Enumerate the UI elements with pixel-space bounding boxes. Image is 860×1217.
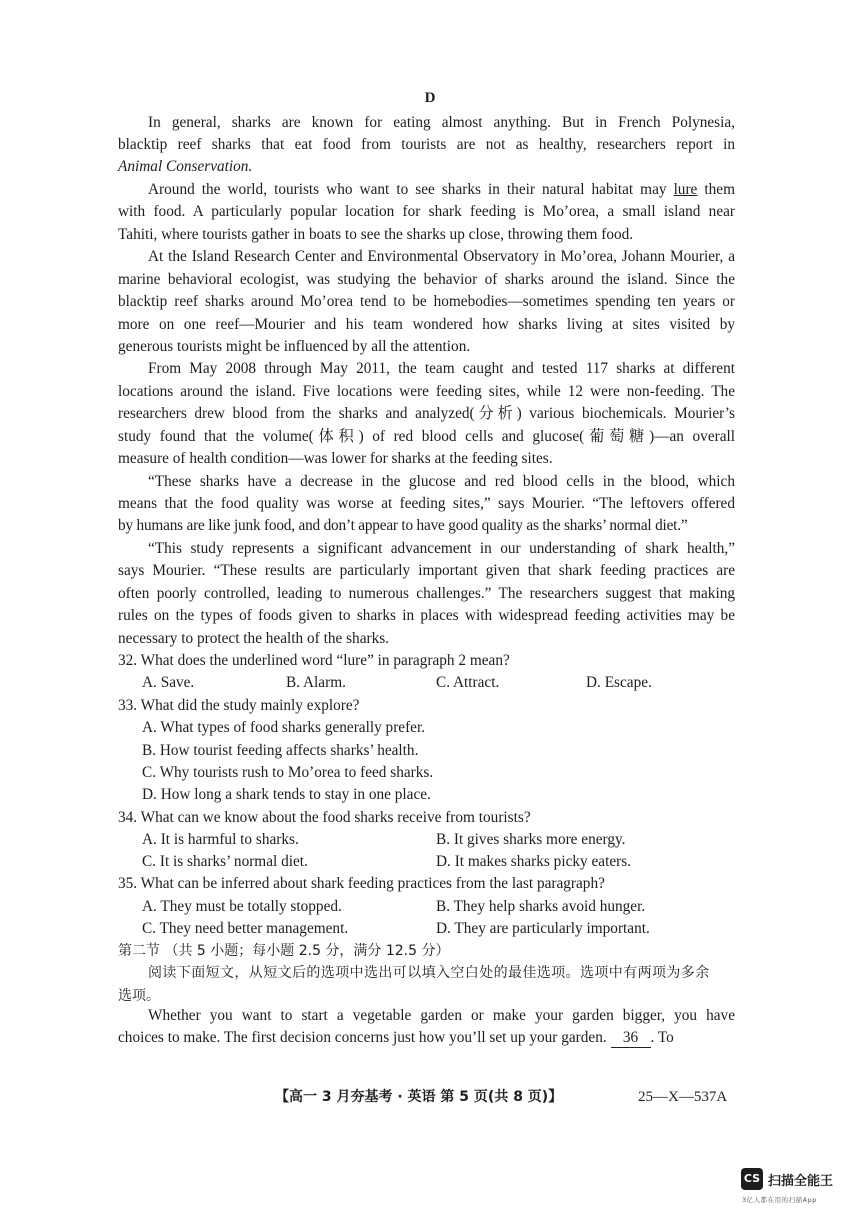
q35-option-b[interactable]: B. They help sharks avoid hunger. — [436, 898, 646, 915]
passage-line: study found that the volume(体积) of red blood cells and glucose(葡萄糖)—an overall — [118, 428, 735, 445]
passage-line: Tahiti, where tourists gather in boats to see the sharks up close, throwing them food. — [118, 226, 634, 243]
question-33-stem: 33. What did the study mainly explore? — [118, 697, 360, 714]
section-2-instruction: 选项。 — [118, 988, 160, 1004]
blank-36[interactable]: 36 — [611, 1029, 651, 1048]
passage-line: more on one reef—Mourier and his team wondered how sharks living at sites visited by — [118, 316, 735, 333]
passage-line: generous tourists might be influenced by all the attention. — [118, 338, 471, 355]
question-34-stem: 34. What can we know about the food sharks receive from tourists? — [118, 809, 531, 826]
passage-line: “This study represents a significant advancement in our understanding of shark health,” — [148, 540, 735, 557]
q35-option-a[interactable]: A. They must be totally stopped. — [142, 898, 342, 915]
watermark-name: 扫描全能王 — [768, 1173, 834, 1189]
passage-line: necessary to protect the health of the sharks. — [118, 630, 389, 647]
exam-code: 25—X—537A — [638, 1089, 728, 1105]
q33-option-a[interactable]: A. What types of food sharks generally prefer. — [142, 719, 426, 736]
passage-line: often poorly controlled, leading to numerous challenges.” The researchers suggest that making — [118, 585, 735, 602]
scanner-watermark — [741, 1168, 833, 1190]
passage-line: From May 2008 through May 2011, the team caught and tested 117 sharks at different — [148, 360, 735, 377]
passage-line: blacktip reef sharks that eat food from tourists are not as healthy, researchers report in — [118, 136, 735, 153]
q33-option-c[interactable]: C. Why tourists rush to Mo’orea to feed sharks. — [142, 764, 434, 781]
passage-line: locations around the island. Five locations were feeding sites, while 12 were non-feeding. The — [118, 383, 735, 400]
page-footer: 【高一 3 月夯基考 · 英语 第 5 页(共 8 页)】 — [275, 1089, 563, 1105]
passage-line: blacktip reef sharks around Mo’orea tend to be homebodies—sometimes spending ten years or — [118, 293, 735, 310]
section-2-instruction: 阅读下面短文，从短文后的选项中选出可以填入空白处的最佳选项。选项中有两项为多余 — [148, 965, 710, 981]
q33-option-d[interactable]: D. How long a shark tends to stay in one place. — [142, 786, 431, 803]
section-2-title: 第二节 （共 5 小题；每小题 2.5 分，满分 12.5 分） — [118, 943, 450, 959]
camscanner-logo-icon: CS — [741, 1168, 763, 1190]
passage-line — [148, 179, 735, 201]
passage-line: Whether you want to start a vegetable garden or make your garden bigger, you have — [148, 1007, 735, 1024]
passage-line: means that the food quality was worse at feeding sites,” says Mourier. “The leftovers offered — [118, 495, 735, 512]
q33-option-b[interactable]: B. How tourist feeding affects sharks’ health. — [142, 742, 419, 759]
passage-text: . To — [650, 1029, 674, 1046]
passage-text: Around the world, tourists who want to see sharks in their natural habitat may — [148, 181, 674, 198]
passage-line: At the Island Research Center and Environmental Observatory in Mo’orea, Johann Mourier, a — [148, 248, 735, 265]
q34-option-b[interactable]: B. It gives sharks more energy. — [436, 831, 626, 848]
section-heading: D — [424, 90, 436, 106]
watermark-subtitle: 3亿人都在用的扫描App — [742, 1196, 817, 1204]
passage-line — [118, 1027, 735, 1049]
q34-option-c[interactable]: C. It is sharks’ normal diet. — [142, 853, 308, 870]
q32-option-c[interactable]: C. Attract. — [436, 674, 500, 691]
passage-line: researchers drew blood from the sharks and analyzed(分析) various biochemicals. Mourier’s — [118, 405, 735, 422]
q35-option-d[interactable]: D. They are particularly important. — [436, 920, 650, 937]
journal-name: Animal Conservation. — [118, 158, 253, 175]
question-32-stem: 32. What does the underlined word “lure” in paragraph 2 mean? — [118, 652, 510, 669]
passage-line: with food. A particularly popular location for shark feeding is Mo’orea, a small island near — [118, 203, 735, 220]
passage-line: by humans are like junk food, and don’t appear to have good quality as the sharks’ normal diet.” — [118, 517, 688, 534]
passage-line: rules on the types of foods given to sharks in places with widespread feeding activities may be — [118, 607, 735, 624]
passage-text: choices to make. The first decision concerns just how you’ll set up your garden. — [118, 1029, 611, 1046]
q32-option-a[interactable]: A. Save. — [142, 674, 195, 691]
q35-option-c[interactable]: C. They need better management. — [142, 920, 349, 937]
q32-option-d[interactable]: D. Escape. — [586, 674, 652, 691]
passage-line: marine behavioral ecologist, was studying the behavior of sharks around the island. Since the — [118, 271, 735, 288]
passage-line: measure of health condition—was lower for sharks at the feeding sites. — [118, 450, 553, 467]
passage-line: says Mourier. “These results are particularly important given that shark feeding practices are — [118, 562, 735, 579]
q32-option-b[interactable]: B. Alarm. — [286, 674, 346, 691]
passage-line: In general, sharks are known for eating almost anything. But in French Polynesia, — [148, 114, 735, 131]
question-35-stem: 35. What can be inferred about shark feeding practices from the last paragraph? — [118, 875, 605, 892]
q34-option-d[interactable]: D. It makes sharks picky eaters. — [436, 853, 631, 870]
passage-text: them — [697, 181, 735, 198]
passage-line: “These sharks have a decrease in the glucose and red blood cells in the blood, which — [148, 473, 735, 490]
q34-option-a[interactable]: A. It is harmful to sharks. — [142, 831, 299, 848]
underlined-word-lure: lure — [673, 181, 698, 198]
